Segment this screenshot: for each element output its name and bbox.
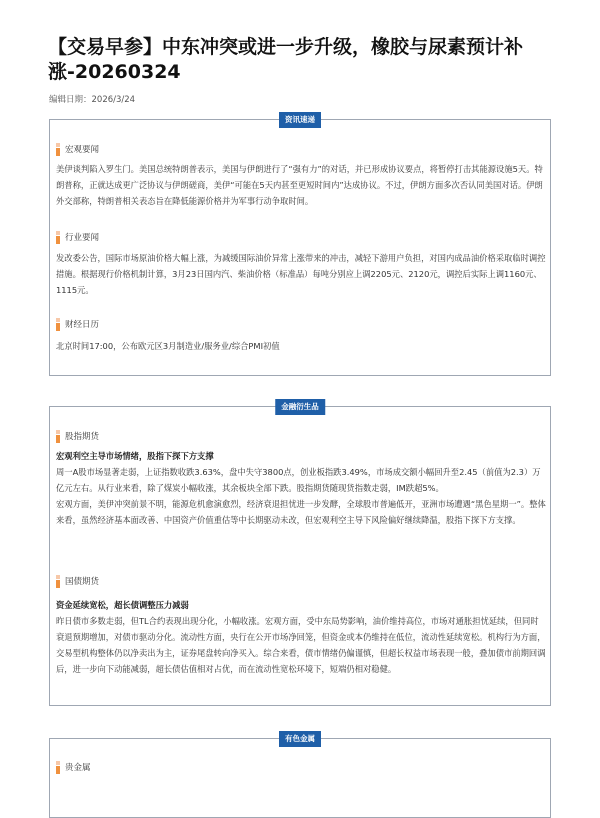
section-head-macro	[56, 141, 99, 157]
card-tag-news: 资讯速递	[279, 112, 321, 128]
card-tag-metals: 有色金属	[279, 731, 321, 747]
section-head-treasury	[56, 573, 99, 589]
news-card	[49, 115, 551, 376]
section-marker-icon	[56, 575, 60, 588]
section-marker-icon	[56, 430, 60, 443]
section-label: 国债期货	[65, 577, 100, 587]
section-text	[56, 161, 546, 209]
section-label: 股指期货	[65, 432, 100, 442]
paragraph: 北京时间17:00，公布欧元区3月制造业/服务业/综合PMI初值	[56, 341, 280, 351]
paragraph: 周一A股市场显著走弱，上证指数收跌3.63%，盘中失守3800点，创业板指跌3.49%，市场成交额小幅回升至2.45（前值为2.3）万亿元左右。从行业来看，除了煤炭小幅收涨，其余板块全部下跌。股指期货随现货指数走弱，IM跌超5%。	[56, 467, 541, 493]
paragraph: 发改委公告，国际市场原油价格大幅上涨，为减缓国际油价异常上涨带来的冲击，减轻下游用户负担，对国内成品油价格采取临时调控措施。根据现行价格机制计算，3月23日国内汽、柴油价格（标准品）每吨分别应上调2205元、2120元，调控后实际上调1160元、1115元。	[56, 253, 546, 295]
section-label: 行业要闻	[65, 233, 100, 243]
paragraph: 昨日债市多数走弱，但TL合约表现出现分化，小幅收涨。宏观方面，受中东局势影响，油价维持高位，市场对通胀担忧延续，但同时衰退预期增加，对债市驱动分化。流动性方面，央行在公开市场净回笼，但资金或本仍维持在低位，流动性延续宽松。机构行为方面，交易型机构整体仍以净卖出为主，证券尾盘转向净买入。综合来看，债市情绪仍偏谨慎，但超长权益市场表现一般，叠加债市前期回调后，进一步向下动能减弱，超长债估值相对占优，而在流动性宽松环境下，短端仍相对稳健。	[56, 616, 546, 674]
section-head-calendar	[56, 316, 99, 332]
section-label: 宏观要闻	[65, 145, 100, 155]
section-marker-icon	[56, 231, 60, 244]
section-head-stock-index	[56, 428, 99, 444]
section-label: 贵金属	[65, 763, 91, 773]
section-text	[56, 338, 546, 354]
section-head-industry	[56, 229, 99, 245]
page-title: 【交易早参】中东冲突或进一步升级，橡胶与尿素预计补涨-20260324	[48, 36, 524, 83]
derivatives-card	[49, 402, 551, 706]
section-headline: 宏观利空主导市场情绪，股指下探下方支撑	[56, 451, 214, 461]
section-text	[56, 597, 546, 677]
metals-card	[49, 734, 551, 818]
section-head-precious-metals	[56, 759, 91, 775]
section-marker-icon	[56, 143, 60, 156]
section-headline: 资金延续宽松，超长债调整压力减弱	[56, 600, 189, 610]
section-marker-icon	[56, 318, 60, 331]
paragraph: 美伊谈判陷入罗生门。美国总统特朗普表示，美国与伊朗进行了“强有力”的对话，并已形成协议要点，将暂停打击其能源设施5天。特朗普称，正就达成更广泛协议与伊朗磋商，美伊“可能在5天内甚至更短时间内”达成协议。不过，伊朗方面多次否认同美国对话。伊朗外交部称，特朗普相关表态旨在降低能源价格并为军事行动争取时间。	[56, 164, 543, 206]
section-label: 财经日历	[65, 320, 100, 330]
card-tag-derivatives: 金融衍生品	[275, 399, 325, 415]
edit-date: 编辑日期：2026/3/24	[49, 95, 136, 105]
section-text	[56, 250, 546, 298]
paragraph: 宏观方面，美伊冲突前景不明，能源危机愈演愈烈，经济衰退担忧进一步发酵，全球股市普遍低开，亚洲市场遭遇“黑色星期一”。整体来看，虽然经济基本面改善、中国资产价值重估等中长期驱动未改，但宏观利空主导下风险偏好继续降温，股指下探下方支撑。	[56, 499, 546, 525]
section-marker-icon	[56, 761, 60, 774]
section-text	[56, 448, 546, 528]
